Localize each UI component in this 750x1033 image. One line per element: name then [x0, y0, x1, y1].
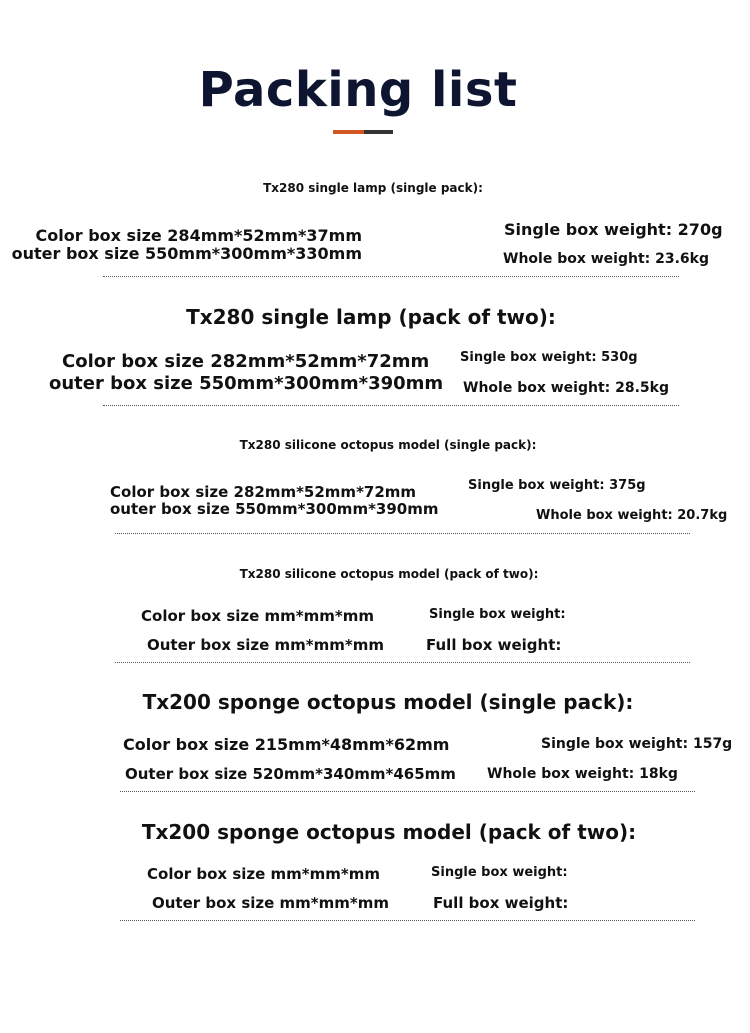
outer-box-size: Outer box size mm*mm*mm — [152, 894, 389, 912]
title-underline-accent — [333, 130, 364, 134]
whole-box-weight: Whole box weight: 18kg — [487, 766, 678, 782]
section-divider — [115, 533, 690, 534]
whole-box-weight: Whole box weight: 20.7kg — [536, 508, 728, 523]
single-box-weight: Single box weight: 270g — [504, 220, 723, 239]
color-box-size: Color box size 282mm*52mm*72mm — [62, 351, 430, 372]
whole-box-weight: Full box weight: — [426, 636, 562, 654]
section-heading: Tx280 silicone octopus model (single pack): — [239, 438, 537, 452]
section-divider — [103, 405, 679, 406]
section-divider — [120, 920, 695, 921]
section-heading: Tx200 sponge octopus model (pack of two): — [141, 820, 637, 844]
whole-box-weight: Full box weight: — [433, 894, 569, 912]
color-box-size: Color box size 282mm*52mm*72mm — [110, 483, 417, 501]
section-heading: Tx200 sponge octopus model (single pack): — [142, 690, 634, 714]
title-underline-dark — [364, 130, 393, 134]
page-title: Packing list — [198, 62, 518, 118]
color-box-size: Color box size mm*mm*mm — [147, 865, 380, 883]
single-box-weight: Single box weight: 375g — [468, 478, 646, 493]
section-heading: Tx280 silicone octopus model (pack of two): — [239, 567, 539, 581]
color-box-size: Color box size 284mm*52mm*37mm — [35, 226, 362, 245]
section-divider — [120, 791, 695, 792]
single-box-weight: Single box weight: — [431, 865, 568, 880]
section-divider — [103, 276, 679, 277]
color-box-size: Color box size 215mm*48mm*62mm — [123, 735, 450, 754]
outer-box-size: Outer box size mm*mm*mm — [147, 636, 384, 654]
whole-box-weight: Whole box weight: 28.5kg — [463, 380, 669, 396]
single-box-weight: Single box weight: 157g — [541, 736, 733, 752]
outer-box-size: outer box size 550mm*300mm*390mm — [110, 500, 439, 518]
section-divider — [115, 662, 690, 663]
section-heading: Tx280 single lamp (pack of two): — [186, 305, 556, 329]
whole-box-weight: Whole box weight: 23.6kg — [503, 251, 709, 267]
color-box-size: Color box size mm*mm*mm — [141, 607, 374, 625]
outer-box-size: outer box size 550mm*300mm*390mm — [49, 373, 444, 394]
single-box-weight: Single box weight: — [429, 607, 566, 622]
section-heading: Tx280 single lamp (single pack): — [263, 181, 483, 195]
outer-box-size: Outer box size 520mm*340mm*465mm — [125, 765, 456, 783]
single-box-weight: Single box weight: 530g — [460, 350, 638, 365]
outer-box-size: outer box size 550mm*300mm*330mm — [11, 244, 362, 263]
